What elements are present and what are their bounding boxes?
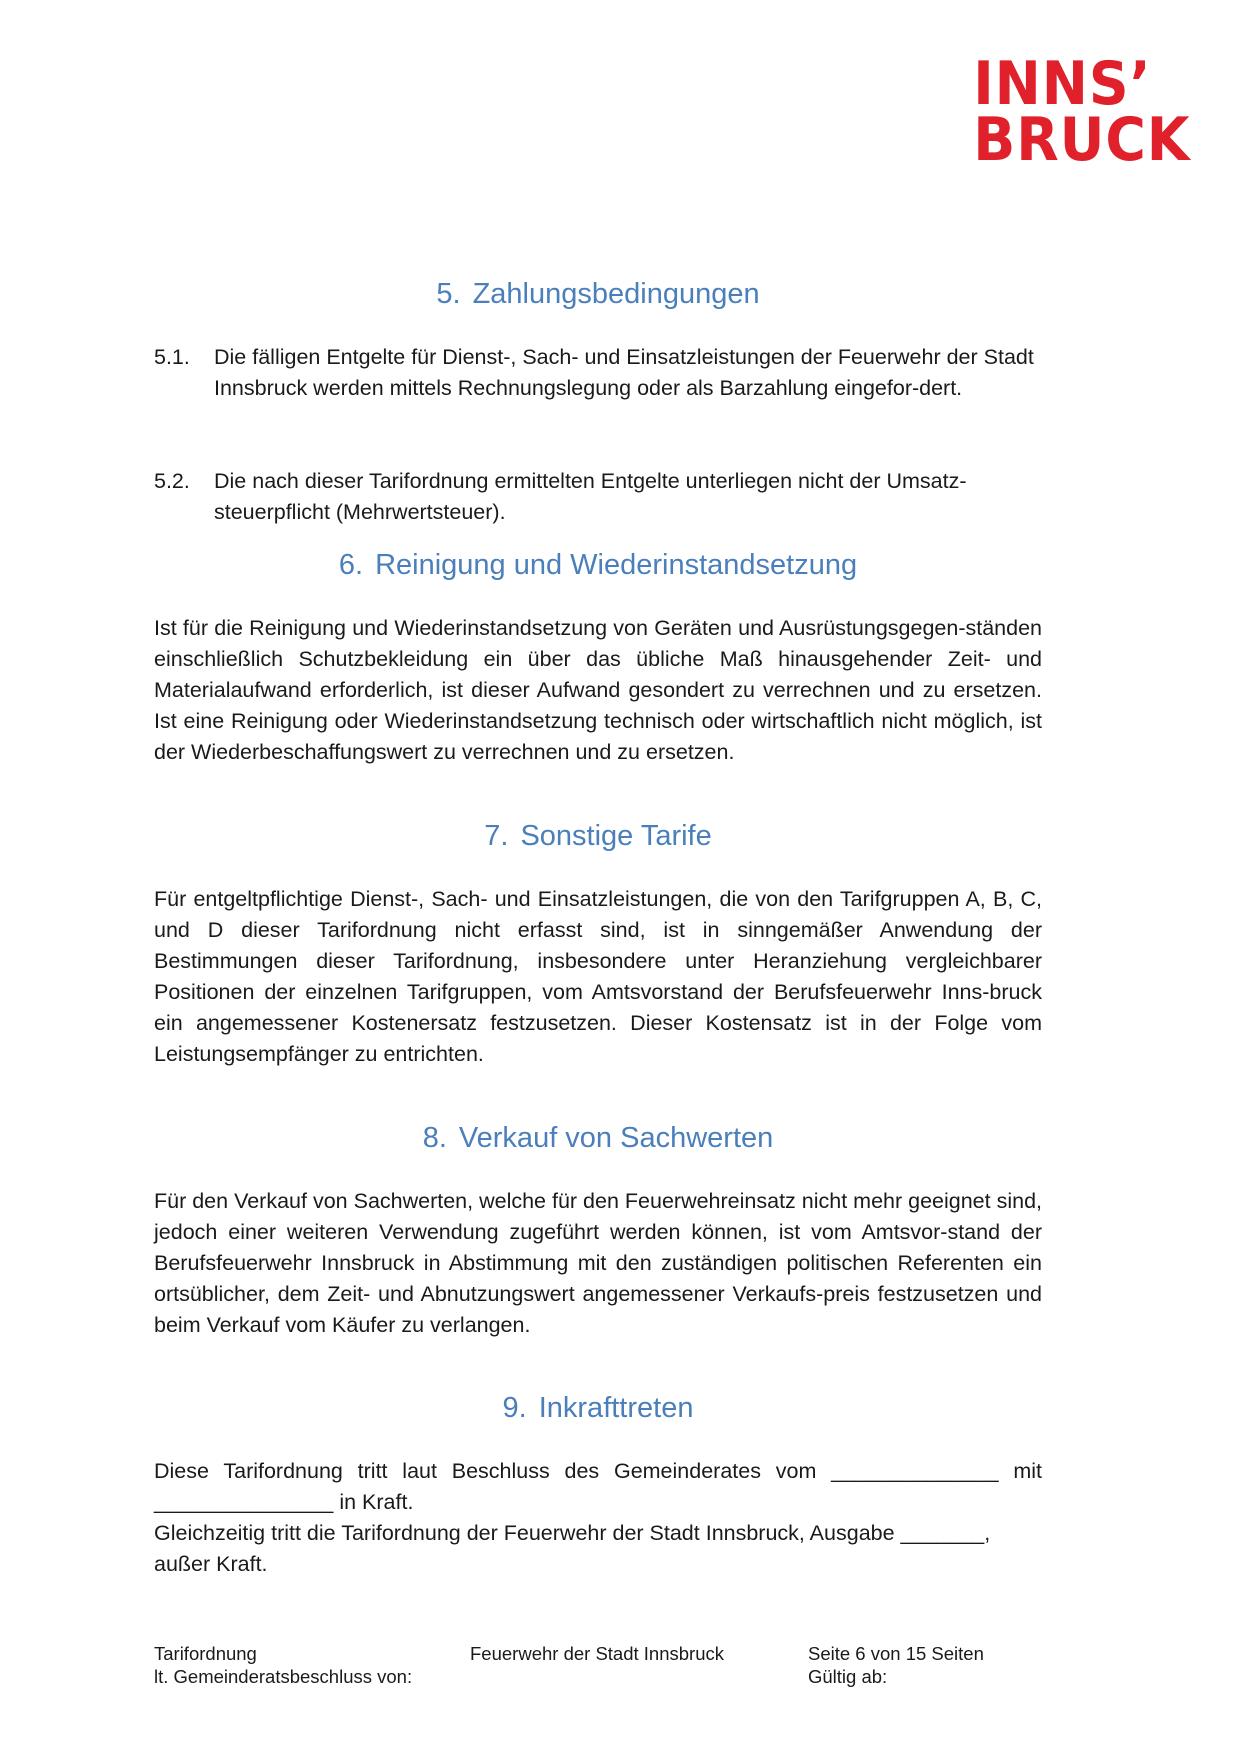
section-6-heading (154, 549, 1042, 582)
section-8-paragraph: Für den Verkauf von Sachwerten, welche für den Feuerwehreinsatz nicht mehr geeignet sind, jedoch einer weiteren Verwendung zugeführt werden können, ist vom Amtsvor-stand der Berufsfeuerwehr Innsbruck in Abstimmung mit den zuständigen politischen Referenten ein ortsüblicher, dem Zeit- und Abnutzungswert angemessener Verkaufs-preis festzusetzen und beim Verkauf vom Käufer zu verlangen. (154, 1189, 1042, 1337)
section-6-paragraph: Ist für die Reinigung und Wiederinstandsetzung von Geräten und Ausrüstungsgegen-ständen einschließlich Schutzbekleidung ein über das übliche Maß hinausgehender Zeit- und Materialaufwand erforderlich, ist dieser Aufwand gesondert zu verrechnen und zu ersetzen. Ist eine Reinigung oder Wiederinstandsetzung technisch oder wirtschaftlich nicht möglich, ist der Wiederbeschaffungswert zu verrechnen und zu ersetzen. (154, 616, 1042, 764)
footer-valid-from: Gültig ab: (808, 1666, 888, 1687)
section-8-heading (154, 1122, 1042, 1155)
innsbruck-logo (973, 49, 1194, 175)
section-9-line-3: Gleichzeitig tritt die Tarifordnung der Feuerwehr der Stadt Innsbruck, Ausgabe _______, (154, 1521, 991, 1545)
section-9-heading (154, 1392, 1042, 1425)
footer-page-number: Seite 6 von 15 Seiten (808, 1643, 984, 1664)
section-5-number: 5. (436, 278, 461, 310)
logo-line-2: BRUCK (973, 105, 1191, 175)
footer-organization: Feuerwehr der Stadt Innsbruck (470, 1643, 724, 1664)
section-6-number: 6. (338, 549, 364, 581)
section-9-line-4: außer Kraft. (154, 1552, 268, 1576)
clause-5-2 (154, 466, 1042, 528)
logo-line-1: INNS’ (973, 49, 1152, 119)
section-7-number: 7. (484, 820, 509, 852)
footer-resolution-label: lt. Gemeinderatsbeschluss von: (154, 1666, 413, 1687)
section-7-heading (154, 820, 1042, 853)
clause-5-1-text: Die fälligen Entgelte für Dienst-, Sach- und Einsatzleistungen der Feuerwehr der Stadt Innsbruck werden mittels Rechnungslegung oder als Barzahlung eingefor-dert. (214, 345, 1034, 400)
section-8-number: 8. (422, 1122, 447, 1154)
footer-right (808, 1642, 984, 1688)
section-9-line-1: Diese Tarifordnung tritt laut Beschluss des Gemeinderates vom ______________ mit (154, 1459, 1042, 1483)
clause-5-2-text: Die nach dieser Tarifordnung ermittelten Entgelte unterliegen nicht der Umsatz-steuerpflicht (Mehrwertsteuer). (214, 469, 967, 524)
section-6-title: Reinigung und Wiederinstandsetzung (375, 549, 858, 581)
section-9-title: Inkrafttreten (538, 1392, 694, 1424)
clause-5-2-label: 5.2. (154, 469, 190, 493)
section-5-heading (154, 278, 1042, 311)
section-9-paragraph (154, 1456, 1042, 1580)
section-8-title: Verkauf von Sachwerten (458, 1122, 774, 1154)
section-9-number: 9. (502, 1392, 527, 1424)
clause-5-1-label: 5.1. (154, 345, 190, 369)
footer-document-name: Tarifordnung (154, 1643, 257, 1664)
section-5-title: Zahlungsbedingungen (472, 278, 760, 310)
clause-5-1 (154, 342, 1042, 404)
section-9-line-2: _______________ in Kraft. (154, 1490, 414, 1514)
footer-center (470, 1642, 724, 1665)
section-7-title: Sonstige Tarife (520, 820, 712, 852)
section-7-paragraph: Für entgeltpflichtige Dienst-, Sach- und Einsatzleistungen, die von den Tarifgruppen A, B, C, und D dieser Tarifordnung nicht erfasst sind, ist in sinngemäßer Anwendung der Bestimmungen dieser Tarifordnung, insbesondere unter Heranziehung vergleichbarer Positionen der einzelnen Tarifgruppen, vom Amtsvorstand der Berufsfeuerwehr Inns-bruck ein angemessener Kostenersatz festzusetzen. Dieser Kostensatz ist in der Folge vom Leistungsempfänger zu entrichten. (154, 887, 1042, 1066)
footer-left (154, 1642, 412, 1688)
